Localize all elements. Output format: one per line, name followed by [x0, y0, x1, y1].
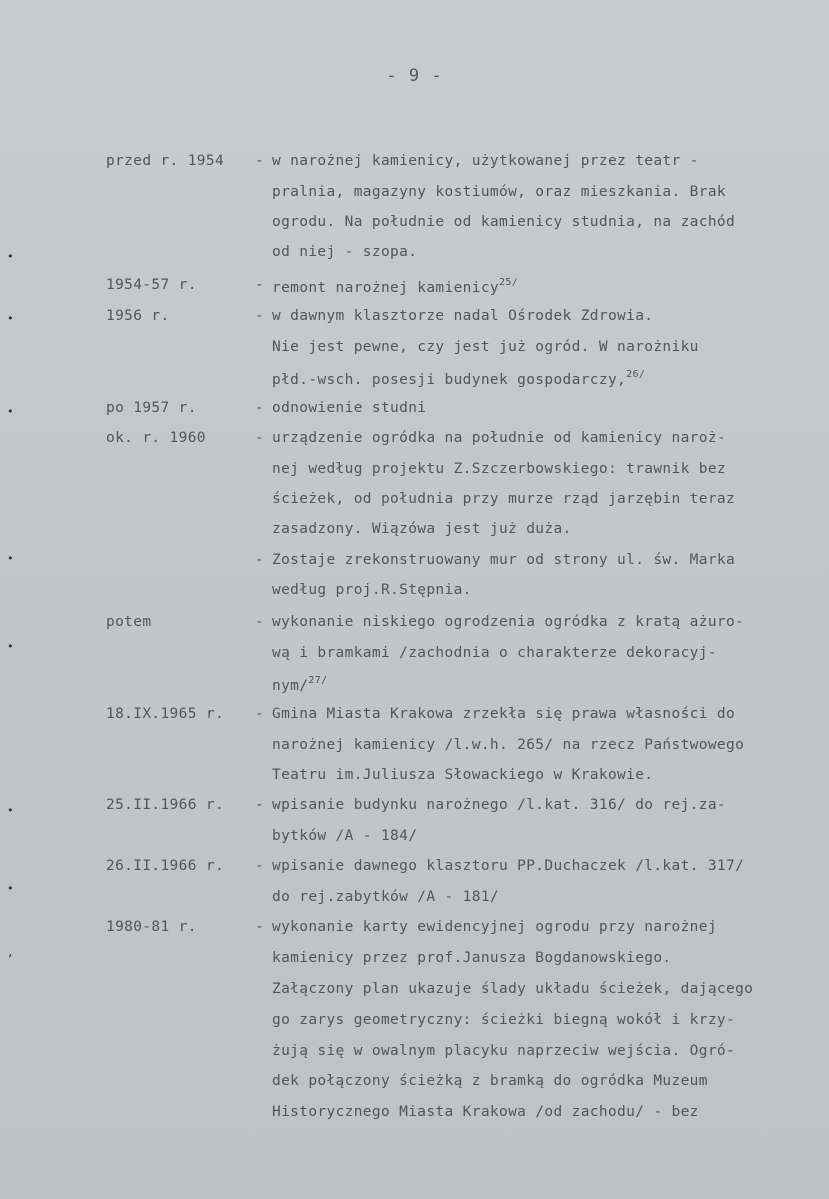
- binder-hole-mark: •: [7, 250, 14, 263]
- entry-text-line: Teatru im.Juliusza Słowackiego w Krakowie.: [272, 767, 654, 783]
- entry-text-line: wpisanie dawnego klasztoru PP.Duchaczek /l.kat. 317/: [272, 858, 745, 874]
- entry-text-line: pralnia, magazyny kostiumów, oraz mieszkania. Brak: [272, 184, 726, 200]
- entry-dash: -: [255, 400, 264, 416]
- entry-dash: -: [255, 153, 264, 169]
- entry-date: potem: [106, 614, 152, 630]
- entry-date: 18.IX.1965 r.: [106, 706, 225, 722]
- entry-date: 26.II.1966 r.: [106, 858, 225, 874]
- entry-text-line: Nie jest pewne, czy jest już ogród. W narożniku: [272, 339, 699, 355]
- entry-text-line: urządzenie ogródka na południe od kamienicy naroż-: [272, 430, 726, 446]
- binder-hole-mark: •: [7, 882, 14, 895]
- footnote-marker: 26/: [626, 369, 646, 380]
- entry-dash: -: [255, 614, 264, 630]
- entry-dash: -: [255, 277, 264, 293]
- entry-dash: -: [255, 919, 264, 935]
- entry-text-line: według proj.R.Stępnia.: [272, 582, 472, 598]
- entry-date: 25.II.1966 r.: [106, 797, 225, 813]
- entry-text-line: [272, 369, 645, 388]
- entry-text-line: żują się w owalnym placyku naprzeciw wejścia. Ogró-: [272, 1043, 736, 1059]
- entry-text-line: nej według projektu Z.Szczerbowskiego: trawnik bez: [272, 461, 726, 477]
- entry-dash: -: [255, 430, 264, 446]
- page-number: - 9 -: [386, 66, 443, 86]
- entry-text-line: kamienicy przez prof.Janusza Bogdanowskiego.: [272, 950, 672, 966]
- entry-date: przed r. 1954: [106, 153, 225, 169]
- entry-text-line: w dawnym klasztorze nadal Ośrodek Zdrowia.: [272, 308, 654, 324]
- entry-text: płd.-wsch. posesji budynek gospodarczy,: [272, 372, 627, 388]
- entry-text-line: zasadzony. Wiązówa jest już duża.: [272, 521, 572, 537]
- entry-text-line: wą i bramkami /zachodnia o charakterze dekoracyj-: [272, 645, 717, 661]
- entry-text-line: odnowienie studni: [272, 400, 427, 416]
- entry-text-line: wykonanie karty ewidencyjnej ogrodu przy narożnej: [272, 919, 717, 935]
- entry-text-line: dek połączony ścieżką z bramką do ogródka Muzeum: [272, 1073, 708, 1089]
- entry-dash: -: [255, 706, 264, 722]
- entry-text-line: w narożnej kamienicy, użytkowanej przez teatr -: [272, 153, 699, 169]
- entry-date: ok. r. 1960: [106, 430, 206, 446]
- entry-text-line: ogrodu. Na południe od kamienicy studnia, na zachód: [272, 214, 736, 230]
- entry-text-line: narożnej kamienicy /l.w.h. 265/ na rzecz Państwowego: [272, 737, 745, 753]
- entry-dash: -: [255, 858, 264, 874]
- entry-text-line: bytków /A - 184/: [272, 828, 418, 844]
- entry-text-line: wpisanie budynku narożnego /l.kat. 316/ do rej.za-: [272, 797, 726, 813]
- footnote-marker: 25/: [499, 277, 519, 288]
- entry-text-line: wykonanie niskiego ogrodzenia ogródka z kratą ażuro-: [272, 614, 745, 630]
- entry-date: po 1957 r.: [106, 400, 197, 416]
- entry-text-line: Historycznego Miasta Krakowa /od zachodu/ - bez: [272, 1104, 699, 1120]
- footnote-marker: 27/: [308, 675, 328, 686]
- binder-hole-mark: •: [7, 552, 14, 565]
- entry-text-line: ścieżek, od południa przy murze rząd jarzębin teraz: [272, 491, 736, 507]
- binder-hole-mark: •: [7, 804, 14, 817]
- entry-text-line: [272, 277, 518, 296]
- entry-text-line: Załączony plan ukazuje ślady układu ścieżek, dającego: [272, 981, 754, 997]
- entry-date: 1956 r.: [106, 308, 170, 324]
- entry-text: nym/: [272, 678, 309, 694]
- entry-dash: -: [255, 308, 264, 324]
- binder-hole-mark: •: [7, 312, 14, 325]
- entry-date: 1954-57 r.: [106, 277, 197, 293]
- entry-text: remont narożnej kamienicy: [272, 280, 499, 296]
- entry-dash: -: [255, 552, 264, 568]
- entry-date: 1980-81 r.: [106, 919, 197, 935]
- entry-text-line: Zostaje zrekonstruowany mur od strony ul. św. Marka: [272, 552, 736, 568]
- entry-dash: -: [255, 797, 264, 813]
- entry-text-line: [272, 675, 327, 694]
- entry-text-line: go zarys geometryczny: ścieżki biegną wokół i krzy-: [272, 1012, 736, 1028]
- entry-text-line: Gmina Miasta Krakowa zrzekła się prawa własności do: [272, 706, 736, 722]
- binder-hole-mark: •: [7, 405, 14, 418]
- binder-hole-mark: •: [7, 640, 14, 653]
- entry-text-line: do rej.zabytków /A - 181/: [272, 889, 499, 905]
- binder-hole-mark: ,: [7, 946, 14, 959]
- entry-text-line: od niej - szopa.: [272, 244, 418, 260]
